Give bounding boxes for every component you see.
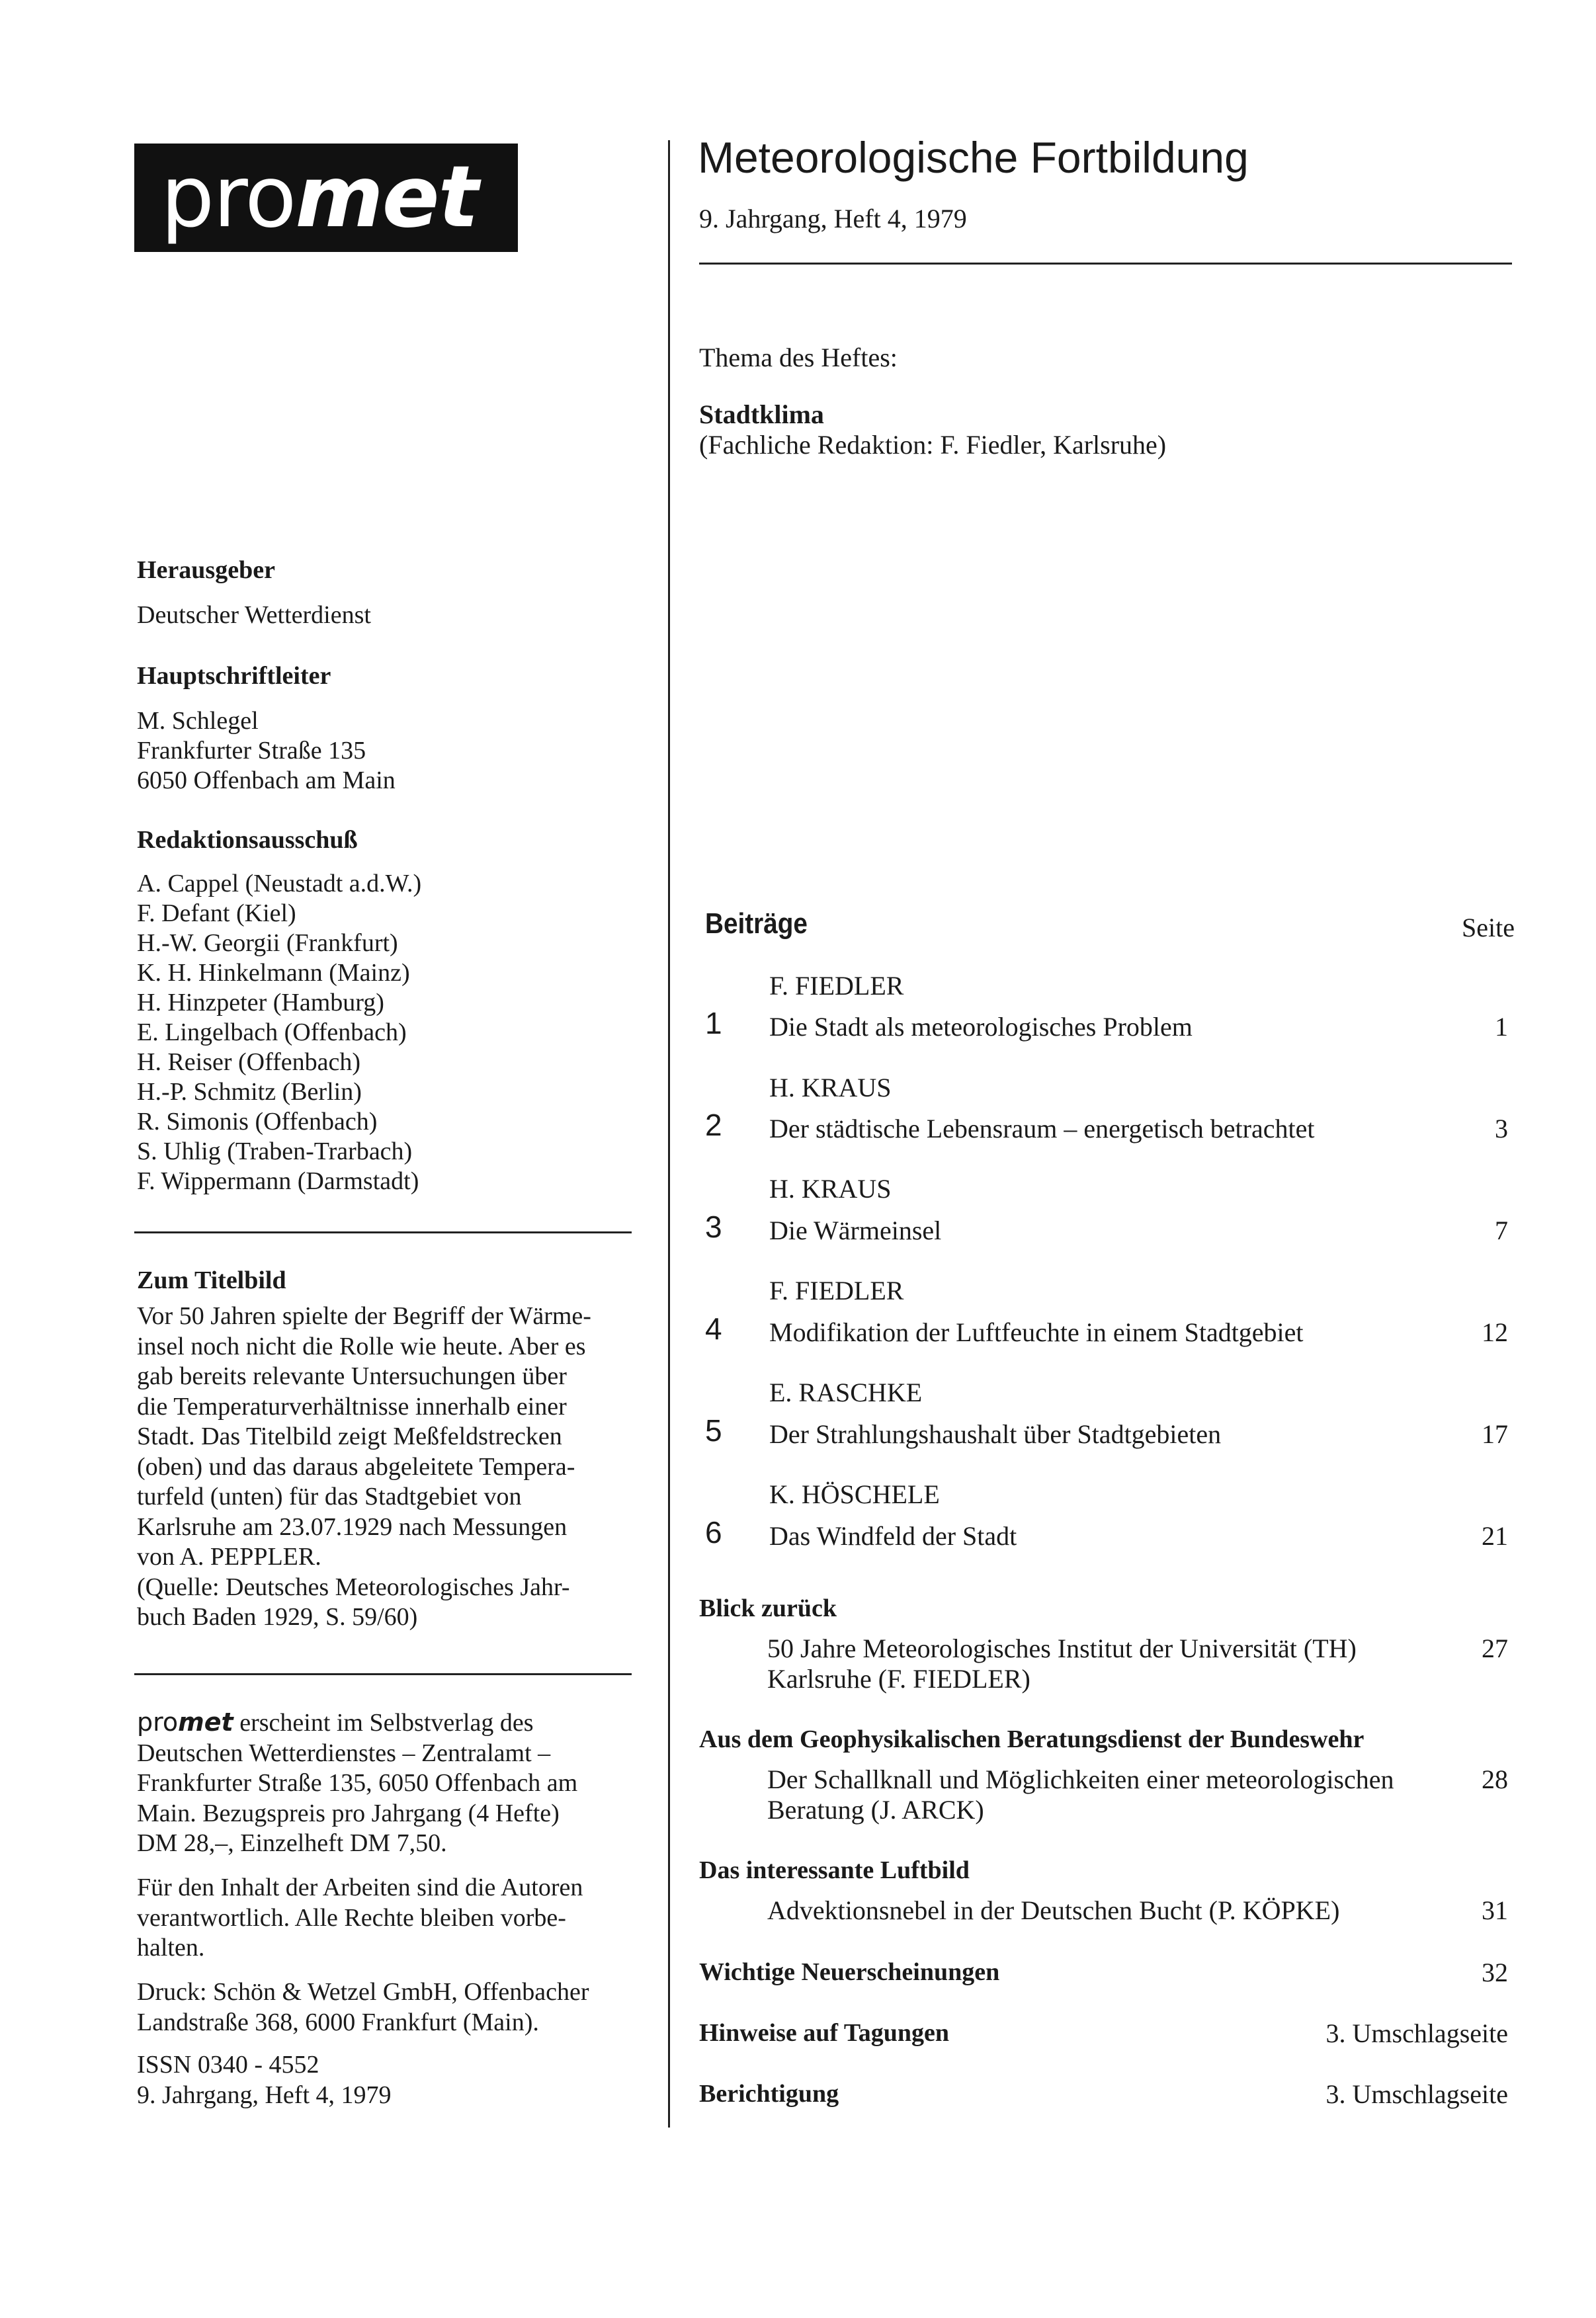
section-entry [767, 1895, 1339, 1926]
cover-line: von A. PEPPLER. [137, 1543, 321, 1571]
promet-logo: promet [134, 144, 518, 252]
chief-editor-line: M. Schlegel [137, 707, 259, 735]
chief-editor-block [137, 706, 633, 796]
promet-mini-logo: promet [137, 1708, 233, 1737]
cover-line: Karlsruhe am 23.07.1929 nach Messungen [137, 1512, 567, 1541]
cover-line: Vor 50 Jahren spielte der Begriff der Wärme- [137, 1302, 591, 1330]
section-line: Advektionsnebel in der Deutschen Bucht (P. KÖPKE) [767, 1895, 1340, 1925]
page-column-heading: Seite [1462, 913, 1515, 942]
contents-heading: Beiträge [705, 907, 808, 940]
article-author: H. KRAUS [769, 1174, 892, 1204]
print-line: Druck: Schön & Wetzel GmbH, Offenbacher [137, 1978, 589, 2006]
extra-heading: Berichtigung [699, 2080, 839, 2108]
rights-line: Für den Inhalt der Arbeiten sind die Autoren [137, 1874, 583, 1901]
extra-page: 3. Umschlagseite [1325, 2018, 1508, 2048]
extra-page: 3. Umschlagseite [1325, 2079, 1508, 2109]
colophon-line: DM 28,–, Einzelheft DM 7,50. [137, 1829, 447, 1857]
article-author: H. KRAUS [769, 1073, 892, 1102]
committee-member: R. Simonis (Offenbach) [137, 1108, 378, 1136]
committee-member: H. Reiser (Offenbach) [137, 1048, 360, 1076]
article-author: E. RASCHKE [769, 1378, 923, 1407]
section-entry [767, 1634, 1357, 1694]
section-heading: Blick zurück [699, 1594, 837, 1622]
committee-member: A. Cappel (Neustadt a.d.W.) [137, 870, 422, 897]
left-rule-2 [134, 1673, 632, 1675]
cover-line: die Temperaturverhältnisse innerhalb einer [137, 1392, 567, 1421]
section-line: Karlsruhe (F. FIEDLER) [767, 1664, 1030, 1694]
article-title: Das Windfeld der Stadt [769, 1521, 1017, 1551]
colophon-line: Frankfurter Straße 135, 6050 Offenbach am [137, 1769, 578, 1797]
section-entry [767, 1764, 1394, 1825]
article-number: 3 [705, 1210, 722, 1244]
article-number: 1 [705, 1006, 722, 1040]
section-line: Beratung (J. ARCK) [767, 1795, 984, 1825]
rights-line: verantwortlich. Alle Rechte bleiben vorbe- [137, 1903, 566, 1932]
committee-member: H. Hinzpeter (Hamburg) [137, 989, 384, 1016]
chief-editor-line: Frankfurter Straße 135 [137, 737, 366, 765]
issn-block [137, 2050, 633, 2110]
colophon-first-line: promet erscheint im Selbstverlag des [137, 1708, 534, 1737]
cover-line: Stadt. Das Titelbild zeigt Meßfeldstrecken [137, 1423, 562, 1450]
article-page: 17 [1482, 1419, 1508, 1449]
issn: ISSN 0340 - 4552 [137, 2051, 319, 2079]
colophon-issue: 9. Jahrgang, Heft 4, 1979 [137, 2081, 392, 2109]
section-heading: Aus dem Geophysikalischen Beratungsdienst der Bundeswehr [699, 1725, 1365, 1753]
theme-topic: Stadtklima [699, 399, 824, 429]
committee-heading: Redaktionsausschuß [137, 826, 358, 854]
cover-line: (oben) und das daraus abgeleitete Tempera- [137, 1452, 575, 1481]
article-number: 5 [705, 1413, 722, 1448]
section-heading: Das interessante Luftbild [699, 1856, 970, 1884]
article-page: 21 [1482, 1521, 1508, 1551]
cover-line: buch Baden 1929, S. 59/60) [137, 1603, 418, 1631]
extra-heading: Wichtige Neuerscheinungen [699, 1958, 1000, 1986]
colophon-line: Main. Bezugspreis pro Jahrgang (4 Hefte) [137, 1799, 560, 1827]
section-page: 31 [1482, 1895, 1508, 1925]
cover-heading: Zum Titelbild [137, 1266, 286, 1294]
chief-editor-heading: Hauptschriftleiter [137, 662, 331, 690]
section-line: 50 Jahre Meteorologisches Institut der Universität (TH) [767, 1634, 1357, 1663]
cover-line: turfeld (unten) für das Stadtgebiet von [137, 1483, 522, 1511]
committee-member: F. Wippermann (Darmstadt) [137, 1167, 419, 1195]
column-divider [668, 140, 670, 2128]
cover-line: insel noch nicht die Rolle wie heute. Aber es [137, 1332, 586, 1360]
article-author: F. FIEDLER [769, 1276, 904, 1305]
left-rule-1 [134, 1231, 632, 1233]
cover-line: gab bereits relevante Untersuchungen über [137, 1362, 567, 1390]
committee-member: H.-P. Schmitz (Berlin) [137, 1078, 362, 1106]
print-note [137, 1977, 633, 2038]
issue-line: 9. Jahrgang, Heft 4, 1979 [699, 204, 967, 233]
section-page: 28 [1482, 1764, 1508, 1794]
article-author: K. HÖSCHELE [769, 1479, 940, 1509]
cover-line: (Quelle: Deutsches Meteorologisches Jahr- [137, 1573, 570, 1601]
section-line: Der Schallknall und Möglichkeiten einer meteorologischen [767, 1764, 1394, 1794]
article-number: 2 [705, 1108, 722, 1142]
article-author: F. FIEDLER [769, 971, 904, 1001]
colophon [137, 1708, 633, 1859]
committee-member: E. Lingelbach (Offenbach) [137, 1018, 407, 1046]
article-page: 12 [1482, 1317, 1508, 1347]
rights-line: halten. [137, 1934, 205, 1962]
extra-page: 32 [1482, 1958, 1508, 1987]
article-title: Die Wärmeinsel [769, 1216, 942, 1245]
article-page: 1 [1495, 1012, 1508, 1042]
committee-list [137, 869, 633, 1196]
article-page: 7 [1495, 1216, 1508, 1245]
article-page: 3 [1495, 1114, 1508, 1143]
committee-member: K. H. Hinkelmann (Mainz) [137, 959, 410, 987]
article-number: 4 [705, 1311, 722, 1346]
article-title: Der Strahlungshaushalt über Stadtgebieten [769, 1419, 1222, 1449]
section-page: 27 [1482, 1634, 1508, 1663]
colophon-line: Deutschen Wetterdienstes – Zentralamt – [137, 1739, 551, 1767]
committee-member: S. Uhlig (Traben-Trarbach) [137, 1138, 413, 1165]
article-title: Der städtische Lebensraum – energetisch betrachtet [769, 1114, 1315, 1143]
committee-member: F. Defant (Kiel) [137, 899, 296, 927]
theme-label: Thema des Heftes: [699, 343, 898, 372]
extra-heading: Hinweise auf Tagungen [699, 2019, 949, 2047]
chief-editor-line: 6050 Offenbach am Main [137, 766, 396, 794]
print-line: Landstraße 368, 6000 Frankfurt (Main). [137, 2008, 539, 2036]
rights-note [137, 1873, 633, 1964]
publisher: Deutscher Wetterdienst [137, 601, 371, 629]
article-title: Die Stadt als meteorologisches Problem [769, 1012, 1193, 1042]
journal-title: Meteorologische Fortbildung [698, 133, 1249, 182]
publisher-heading: Herausgeber [137, 556, 275, 584]
theme-editor: (Fachliche Redaktion: F. Fiedler, Karlsruhe) [699, 430, 1167, 460]
cover-text [137, 1302, 633, 1633]
header-rule [699, 263, 1512, 265]
article-title: Modifikation der Luftfeuchte in einem Stadtgebiet [769, 1317, 1304, 1347]
article-number: 6 [705, 1515, 722, 1550]
committee-member: H.-W. Georgii (Frankfurt) [137, 929, 398, 957]
